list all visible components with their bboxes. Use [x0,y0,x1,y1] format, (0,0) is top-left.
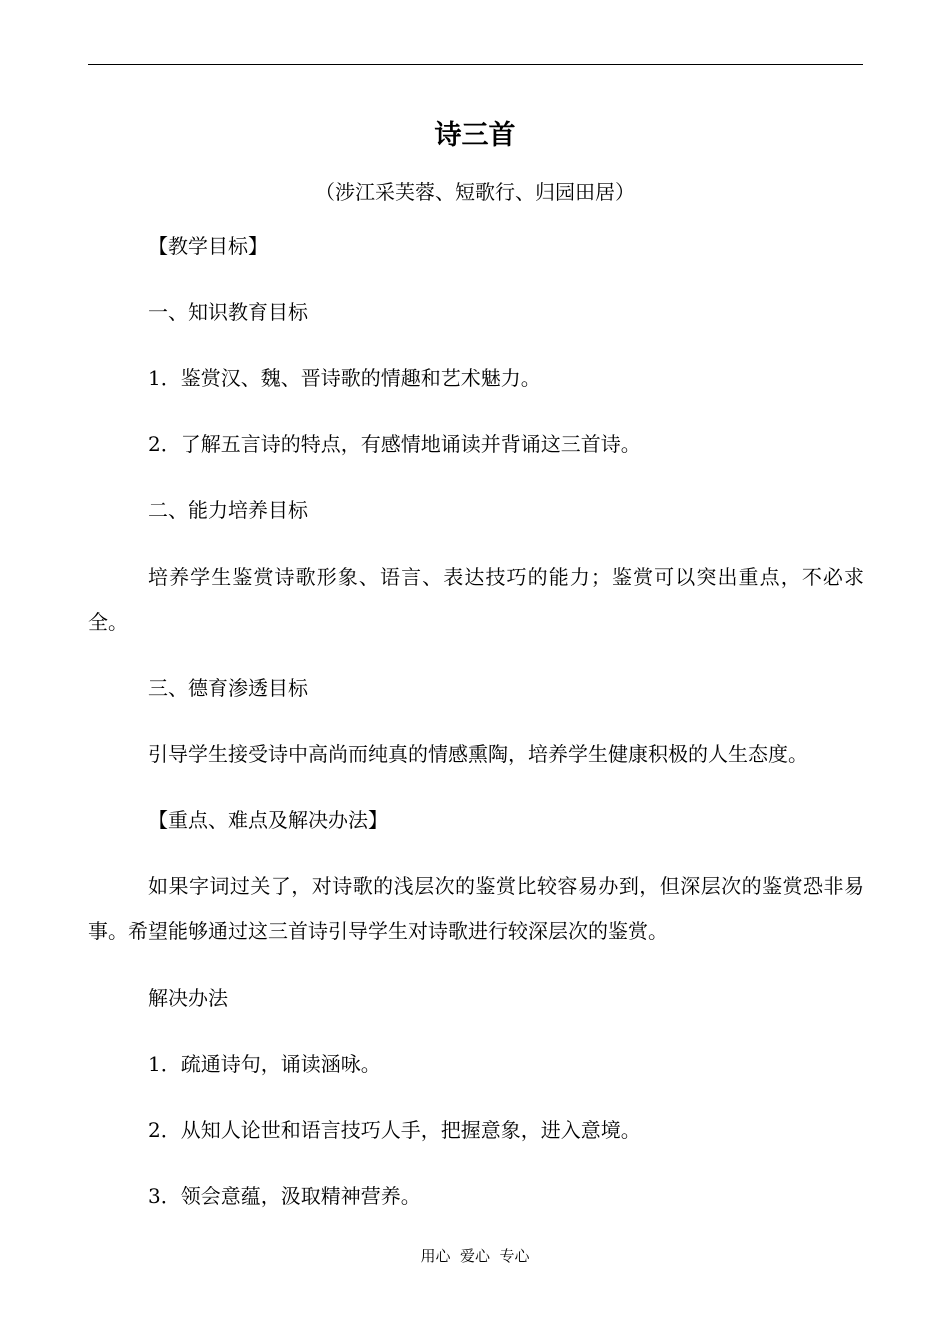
moral-goal-heading: 三、德育渗透目标 [148,676,308,700]
section-heading-keypoints: 【重点、难点及解决办法】 [148,808,388,832]
knowledge-goal-item-1: 1．鉴赏汉、魏、晋诗歌的情趣和艺术魅力。 [148,366,541,390]
solution-item-2: 2．从知人论世和语言技巧人手，把握意象，进入意境。 [148,1118,641,1142]
ability-goal-paragraph: 培养学生鉴赏诗歌形象、语言、表达技巧的能力；鉴赏可以突出重点，不必求全。 [88,565,864,634]
knowledge-goal-heading: 一、知识教育目标 [148,300,308,324]
solution-heading: 解决办法 [148,986,228,1010]
section-heading-teaching-goals: 【教学目标】 [148,234,268,258]
document-subtitle: （涉江采芙蓉、短歌行、归园田居） [315,180,635,204]
knowledge-goal-item-2: 2．了解五言诗的特点，有感情地诵读并背诵这三首诗。 [148,432,641,456]
page-footer: 用心 爱心 专心 [420,1247,530,1265]
ability-goal-heading: 二、能力培养目标 [148,498,308,522]
solution-item-1: 1．疏通诗句，诵读涵咏。 [148,1052,381,1076]
header-rule [88,64,863,65]
document-title: 诗三首 [434,120,516,151]
solution-item-3: 3．领会意蕴，汲取精神营养。 [148,1184,421,1208]
keypoints-paragraph: 如果字词过关了，对诗歌的浅层次的鉴赏比较容易办到，但深层次的鉴赏恐非易事。希望能够通过这三首诗引导学生对诗歌进行较深层次的鉴赏。 [88,874,864,943]
moral-goal-paragraph: 引导学生接受诗中高尚而纯真的情感熏陶，培养学生健康积极的人生态度。 [148,742,808,766]
